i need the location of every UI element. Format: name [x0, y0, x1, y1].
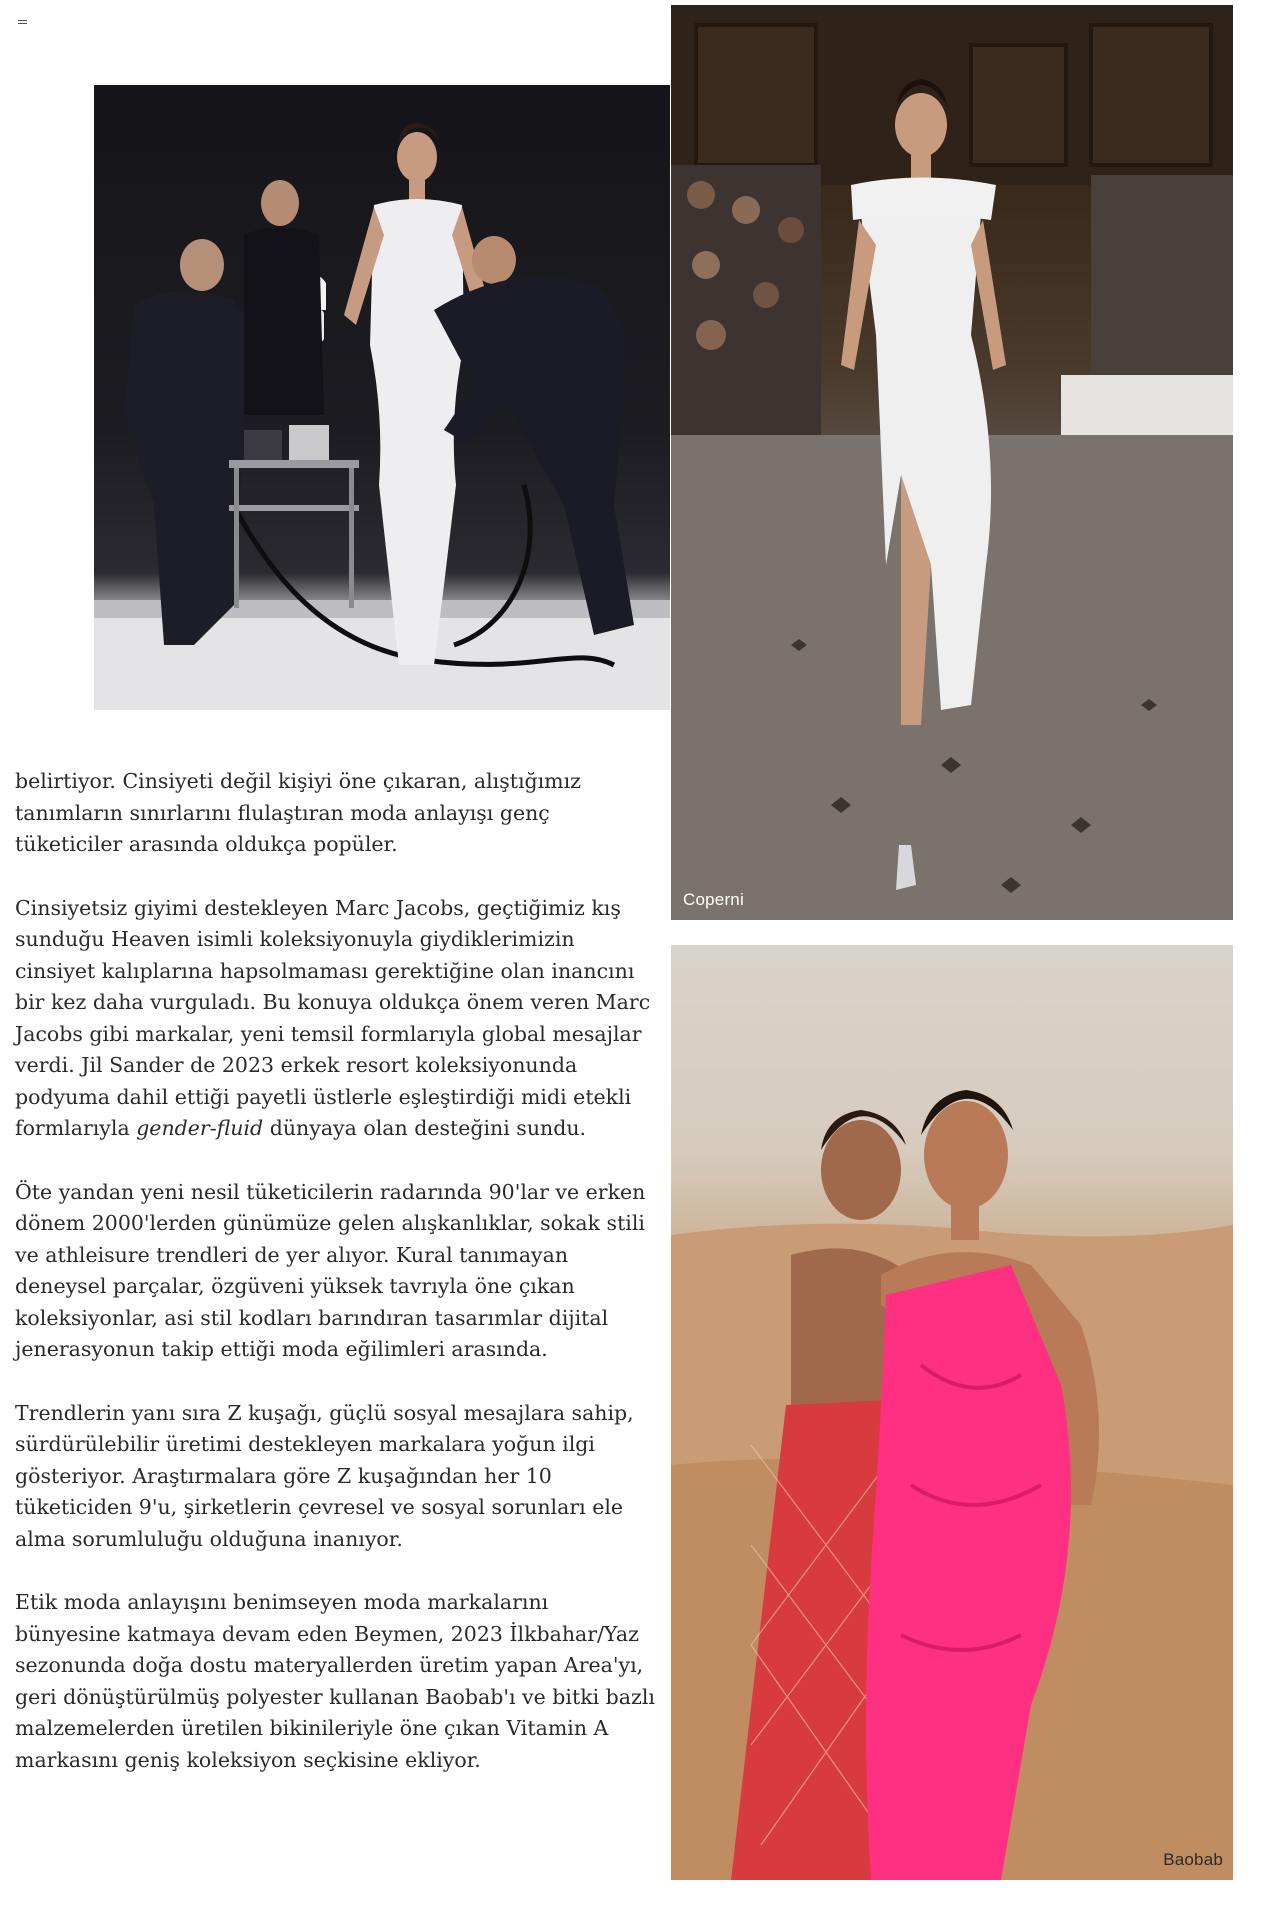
paragraph-1: belirtiyor. Cinsiyeti değil kişiyi öne çıkaran, alıştığımız tanımların sınırlarını flulaştıran moda anlayışı genç tüketiciler arasında oldukça popüler.: [15, 769, 581, 856]
paragraph-2-text-a: Cinsiyetsiz giyimi destekleyen Marc Jacobs, geçtiğimiz kış sunduğu Heaven isimli koleksiyonuyla giydiklerimizin cinsiyet kalıplarına hapsolmaması gerektiğine olan inancını bir kez daha vurguladı. Bu konuya oldukça önem veren Marc Jacobs gibi markalar, yeni temsil formlarıyla global mesajlar verdi. Jil Sander de 2023 erkek resort koleksiyonunda podyuma dahil ettiği payetli üstlerle eşleştirdiği midi etekli formlarıyla: [15, 895, 651, 1140]
article-body: [15, 766, 655, 1808]
paragraph-2-emphasis: gender-fluid: [136, 1116, 264, 1140]
paragraph-2-text-b: dünyaya olan desteğini sundu.: [263, 1116, 587, 1140]
paragraph-2: [15, 893, 655, 1145]
photo-caption-baobab: Baobab: [1163, 1850, 1223, 1869]
photo-desert-baobab: [671, 945, 1233, 1880]
paragraph-5: Etik moda anlayışını benimseyen moda markalarını bünyesine katmaya devam eden Beymen, 2023 İlkbahar/Yaz sezonunda doğa dostu materyallerden üretim yapan Area'yı, geri dönüştürülmüş polyester kullanan Baobab'ı ve bitki bazlı malzemelerden üretilen bikinileriyle öne çıkan Vitamin A markasını geniş koleksiyon seçkisine ekliyor.: [15, 1590, 655, 1772]
photo-spray-dress: [94, 85, 670, 710]
paragraph-4: Trendlerin yanı sıra Z kuşağı, güçlü sosyal mesajlara sahip, sürdürülebilir üretimi destekleyen markalara yoğun ilgi gösteriyor. Araştırmalara göre Z kuşağından her 10 tüketiciden 9'u, şirketlerin çevresel ve sosyal sorunları ele alma sorumluluğu olduğuna inanıyor.: [15, 1400, 634, 1551]
spray-dress-illustration: [94, 85, 670, 710]
photo-caption-coperni: Coperni: [683, 890, 744, 909]
photo-runway-coperni: [671, 5, 1233, 920]
runway-illustration: [671, 5, 1233, 920]
hamburger-icon[interactable]: [18, 20, 27, 26]
paragraph-3: Öte yandan yeni nesil tüketicilerin radarında 90'lar ve erken dönem 2000'lerden günümüze gelen alışkanlıklar, sokak stili ve athleisure trendleri de yer alıyor. Kural tanımayan deneysel parçalar, özgüveni yüksek tavrıyla öne çıkan koleksiyonlar, asi stil kodları barındıran tasarımlar dijital jenerasyonun takip ettiği moda eğilimleri arasında.: [15, 1179, 646, 1361]
desert-illustration: [671, 945, 1233, 1880]
